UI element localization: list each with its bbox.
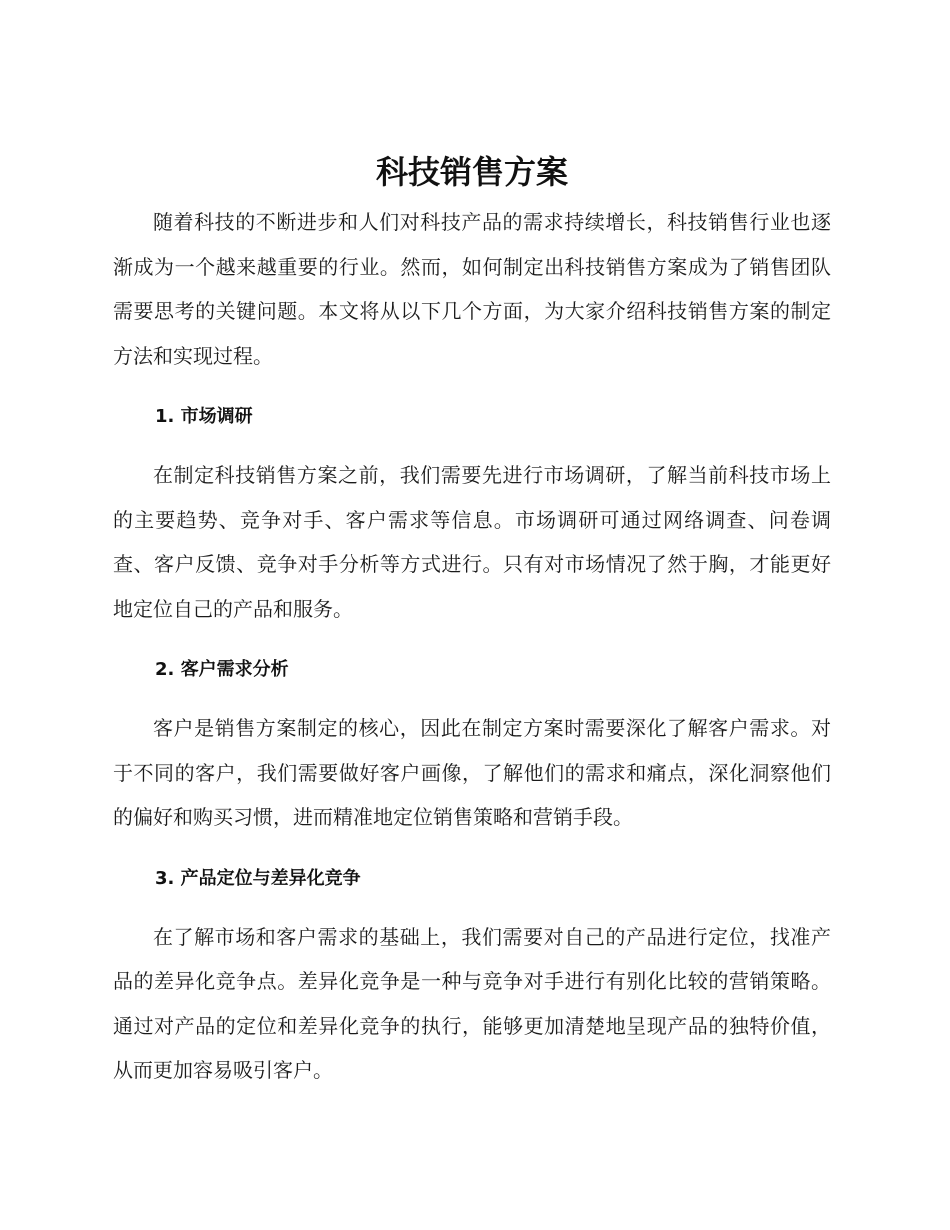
section-heading-customer-needs: 2. 客户需求分析 (155, 659, 289, 680)
section-heading-market-research: 1. 市场调研 (155, 406, 253, 427)
section-body-market-research: 在制定科技销售方案之前，我们需要先进行市场调研，了解当前科技市场上的主要趋势、竞争对手、客户需求等信息。市场调研可通过网络调查、问卷调查、客户反馈、竞争对手分析等方式进行。只有对市场情况了然于胸，才能更好地定位自己的产品和服务。 (113, 463, 831, 621)
section-body-product-positioning: 在了解市场和客户需求的基础上，我们需要对自己的产品进行定位，找准产品的差异化竞争点。差异化竞争是一种与竞争对手进行有别化比较的营销策略。通过对产品的定位和差异化竞争的执行，能够更加清楚地呈现产品的独特价值，从而更加容易吸引客户。 (113, 924, 831, 1082)
section-heading-product-positioning: 3. 产品定位与差异化竞争 (155, 867, 361, 889)
intro-paragraph: 随着科技的不断进步和人们对科技产品的需求持续增长，科技销售行业也逐渐成为一个越来越重要的行业。然而，如何制定出科技销售方案成为了销售团队需要思考的关键问题。本文将从以下几个方面，为大家介绍科技销售方案的制定方法和实现过程。 (113, 210, 831, 368)
document-title: 科技销售方案 (375, 153, 568, 191)
document-page (113, 150, 831, 1093)
section-body-customer-needs: 客户是销售方案制定的核心，因此在制定方案时需要深化了解客户需求。对于不同的客户，我们需要做好客户画像，了解他们的需求和痛点，深化洞察他们的偏好和购买习惯，进而精准地定位销售策略和营销手段。 (113, 716, 831, 829)
